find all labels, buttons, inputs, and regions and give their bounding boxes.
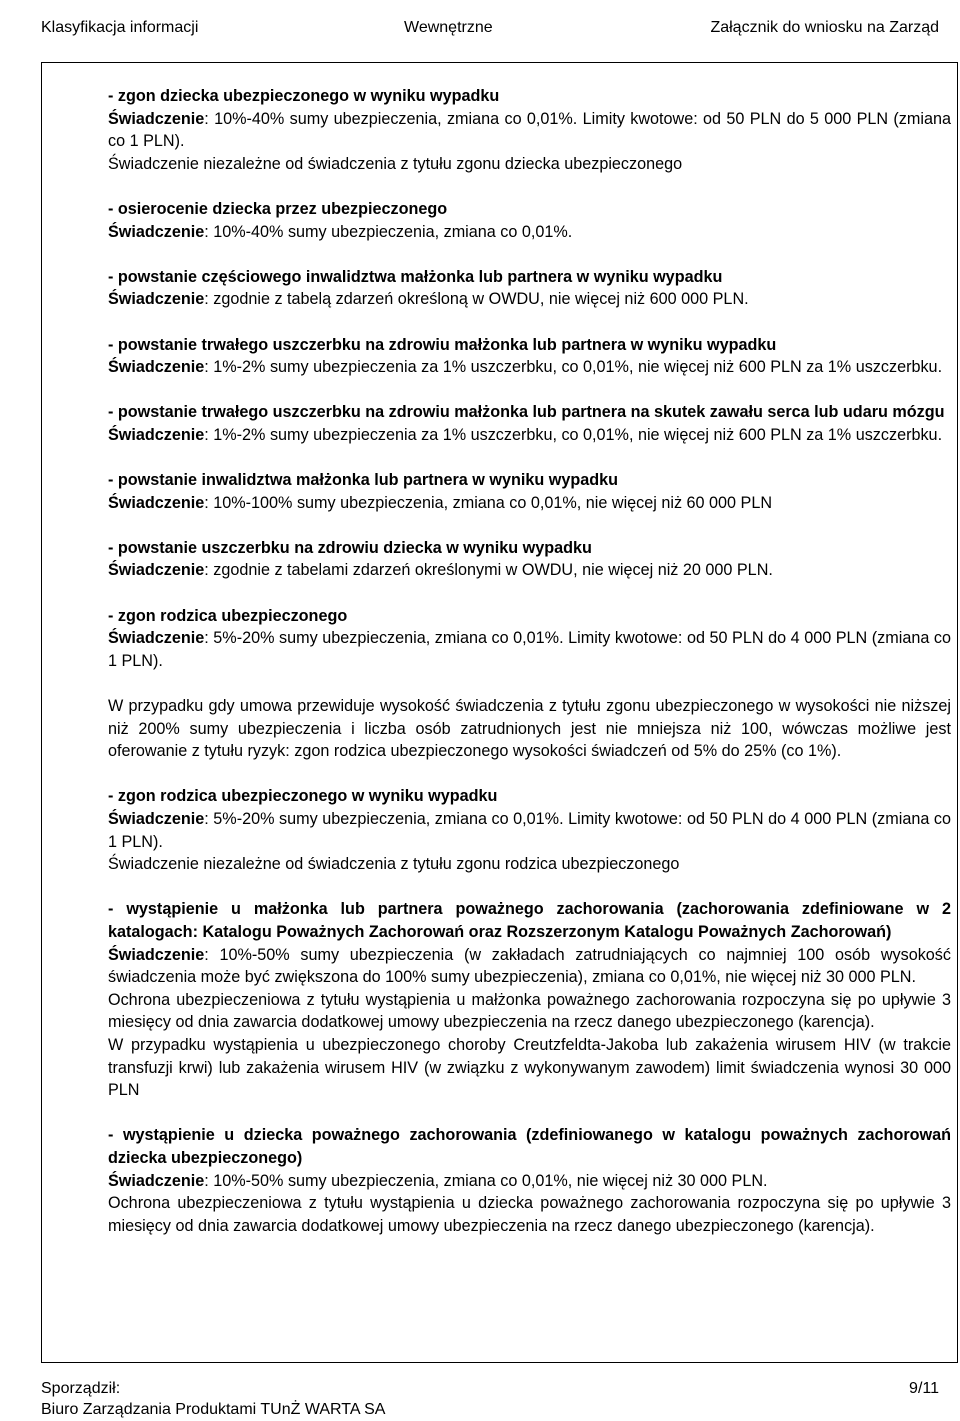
section-child-critical-illness — [108, 1124, 951, 1237]
section-title: - zgon rodzica ubezpieczonego w wyniku wypadku — [108, 787, 498, 806]
benefit-note: Świadczenie niezależne od świadczenia z tytułu zgonu rodzica ubezpieczonego — [108, 855, 680, 874]
classification-level: Wewnętrzne — [404, 19, 493, 36]
benefit-text: : 1%-2% sumy ubezpieczenia za 1% uszczerbku, co 0,01%, nie więcej niż 600 PLN za 1% uszczerbku. — [204, 358, 943, 377]
section-parent-death-accident — [108, 785, 951, 875]
section-injury-heart-attack-stroke — [108, 401, 951, 446]
benefit-label: Świadczenie — [108, 425, 205, 444]
page-number: 9/11 — [909, 1380, 939, 1397]
section-disability-spouse — [108, 469, 951, 514]
section-permanent-injury-spouse — [108, 334, 951, 379]
section-title: - powstanie częściowego inwalidztwa małżonka lub partnera w wyniku wypadku — [108, 267, 723, 286]
benefit-text: : 5%-20% sumy ubezpieczenia, zmiana co 0,01%. Limity kwotowe: od 50 PLN do 4 000 PLN (zmiana co 1 PLN). — [108, 810, 951, 851]
section-title: - zgon rodzica ubezpieczonego — [108, 606, 348, 625]
attachment-label: Załącznik do wniosku na Zarząd — [710, 19, 939, 36]
benefit-text: : 10%-40% sumy ubezpieczenia, zmiana co 0,01%. Limity kwotowe: od 50 PLN do 5 000 PLN (zmiana co 1 PLN). — [108, 109, 951, 151]
benefit-text: : 10%-40% sumy ubezpieczenia, zmiana co 0,01%. — [204, 222, 573, 241]
section-child-death-accident — [108, 85, 951, 175]
footer-divider — [41, 1362, 958, 1363]
section-title: - zgon dziecka ubezpieczonego w wyniku wypadku — [108, 87, 500, 105]
benefit-label: Świadczenie — [108, 290, 205, 309]
section-title: - powstanie uszczerbku na zdrowiu dziecka w wyniku wypadku — [108, 538, 592, 557]
benefit-label: Świadczenie — [108, 561, 205, 580]
benefit-label: Świadczenie — [108, 629, 205, 648]
section-child-injury — [108, 537, 951, 582]
benefit-note: W przypadku wystąpienia u ubezpieczonego choroby Creutzfeldta-Jakoba lub zakażenia wirusem HIV (w trakcie transfuzji krwi) lub zakażenia wirusem HIV (w związku z wykonywanym zawodem) limit świadczenia wynosi 30 000 PLN — [108, 1035, 951, 1100]
document-body — [108, 85, 951, 1237]
benefit-label: Świadczenie — [108, 945, 205, 964]
section-title: - wystąpienie u dziecka poważnego zachorowania (zdefiniowanego w katalogu poważnych zachorowań dziecka ubezpieczonego) — [108, 1126, 951, 1167]
section-title: - powstanie trwałego uszczerbku na zdrowiu małżonka lub partnera na skutek zawału serca lub udaru mózgu — [108, 403, 945, 422]
benefit-label: Świadczenie — [108, 1171, 205, 1190]
department-name: Biuro Zarządzania Produktami TUnŻ WARTA SA — [41, 1401, 386, 1418]
section-orphanhood — [108, 198, 951, 243]
section-title: - wystąpienie u małżonka lub partnera poważnego zachorowania (zachorowania zdefiniowane w 2 katalogach: Katalogu Poważnych Zachorowań oraz Rozszerzonym Katalogu Poważnych Zachorowań) — [108, 900, 951, 941]
benefit-text: : 1%-2% sumy ubezpieczenia za 1% uszczerbku, co 0,01%, nie więcej niż 600 PLN za 1% uszczerbku. — [204, 425, 943, 444]
classification-label: Klasyfikacja informacji — [41, 19, 199, 36]
benefit-note: Ochrona ubezpieczeniowa z tytułu wystąpienia u dziecka poważnego zachorowania rozpoczyna się po upływie 3 miesięcy od dnia zawarcia dodatkowej umowy ubezpieczenia na rzecz danego ubezpieczonego (karencja). — [108, 1194, 951, 1235]
info-paragraph: W przypadku gdy umowa przewiduje wysokość świadczenia z tytułu zgonu ubezpieczonego w wysokości nie niższej niż 200% sumy ubezpieczenia i liczba osób zatrudnionych jest nie mniejsza niż 100, wówczas możliwe jest oferowanie z tytułu ryzyk: zgon rodzica ubezpieczonego wysokości świadczeń od 5% do 25% (co 1%). — [108, 697, 951, 761]
section-title: - osierocenie dziecka przez ubezpieczonego — [108, 199, 448, 218]
section-title: - powstanie inwalidztwa małżonka lub partnera w wyniku wypadku — [108, 471, 619, 490]
benefit-label: Świadczenie — [108, 493, 205, 512]
benefit-text: : 10%-100% sumy ubezpieczenia, zmiana co 0,01%, nie więcej niż 60 000 PLN — [204, 493, 773, 512]
benefit-note: Ochrona ubezpieczeniowa z tytułu wystąpienia u małżonka poważnego zachorowania rozpoczyna się po upływie 3 miesięcy od dnia zawarcia dodatkowej umowy ubezpieczenia na rzecz danego ubezpieczonego (karencja). — [108, 990, 951, 1032]
benefit-label: Świadczenie — [108, 810, 205, 828]
benefit-label: Świadczenie — [108, 109, 205, 128]
section-partial-disability-spouse — [108, 266, 951, 311]
benefit-note: Świadczenie niezależne od świadczenia z tytułu zgonu dziecka ubezpieczonego — [108, 154, 683, 173]
benefit-text: : 5%-20% sumy ubezpieczenia, zmiana co 0,01%. Limity kwotowe: od 50 PLN do 4 000 PLN (zmiana co 1 PLN). — [108, 629, 951, 670]
page-footer — [41, 1378, 385, 1420]
page-header — [0, 0, 960, 40]
section-spouse-critical-illness — [108, 898, 951, 1101]
benefit-text: : zgodnie z tabelami zdarzeń określonymi w OWDU, nie więcej niż 20 000 PLN. — [204, 561, 773, 580]
benefit-text: : 10%-50% sumy ubezpieczenia (w zakładach zatrudniających co najmniej 100 osób wysokość świadczenia może być zwiększona do 100% sumy ubezpieczenia), zmiana co 0,01%, nie więcej niż 30 000 PLN. — [108, 945, 951, 987]
section-parent-death — [108, 605, 951, 673]
benefit-text: : 10%-50% sumy ubezpieczenia, zmiana co 0,01%, nie więcej niż 30 000 PLN. — [204, 1171, 768, 1190]
section-title: - powstanie trwałego uszczerbku na zdrowiu małżonka lub partnera w wyniku wypadku — [108, 335, 777, 354]
benefit-label: Świadczenie — [108, 358, 205, 377]
prepared-by-label: Sporządził: — [41, 1380, 121, 1397]
benefit-label: Świadczenie — [108, 222, 205, 241]
benefit-text: : zgodnie z tabelą zdarzeń określoną w OWDU, nie więcej niż 600 000 PLN. — [204, 290, 749, 309]
